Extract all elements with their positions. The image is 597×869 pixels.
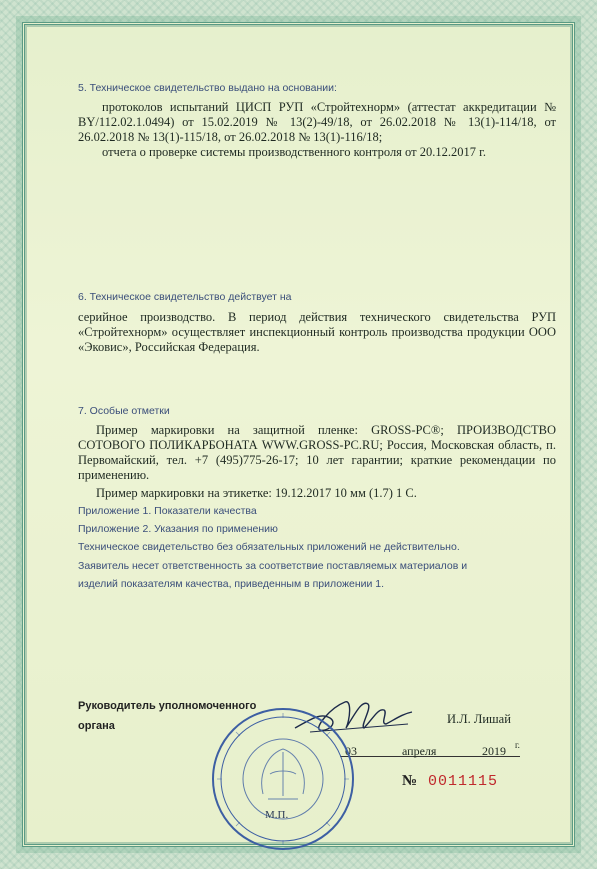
section7-para1: Пример маркировки на защитной пленке: GROSS-PC®; ПРОИЗВОДСТВО СОТОВОГО ПОЛИКАРБОНАТА WWW.GROSS-PC.RU; Россия, Московская область, п. Первомайский, тел. +7 (495)775-26-17; 10 лет гарантии; краткие рекомендации по применению. xyxy=(78,423,556,482)
section5-para2: отчета о проверке системы производственного контроля от 20.12.2017 г. xyxy=(102,145,486,159)
section5-para1: протоколов испытаний ЦИСП РУП «Стройтехнорм» (аттестат аккредитации № BY/112.02.1.0494) от 15.02.2019 № 13(2)-49/18, от 26.02.2018 № 13(1)-114/18, от 26.02.2018 № 13(1)-115/18, от 26.02.2018 № 13(1)-116/18; xyxy=(78,100,556,144)
signatory-role-line1: Руководитель уполномоченного xyxy=(78,700,257,712)
certificate-number: 0011115 xyxy=(428,773,499,790)
section7-para2: Пример маркировки на этикетке: 19.12.2017 10 мм (1.7) 1 С. xyxy=(96,486,417,500)
date-month: апреля xyxy=(402,744,437,758)
validity-note: Техническое свидетельство без обязательных приложений не действительно. xyxy=(78,541,460,553)
responsibility-note-2: изделий показателям качества, приведенным в приложении 1. xyxy=(78,578,385,590)
official-seal xyxy=(208,704,358,854)
date-year: 2019 xyxy=(482,744,506,758)
seal-initials: М.П. xyxy=(265,809,289,821)
appendix-1: Приложение 1. Показатели качества xyxy=(78,505,257,517)
appendix-2: Приложение 2. Указания по применению xyxy=(78,523,278,535)
certificate-number-label: № xyxy=(402,773,418,789)
section6-heading: 6. Техническое свидетельство действует на xyxy=(78,291,292,303)
date-year-suffix: г. xyxy=(515,740,520,750)
responsibility-note-1: Заявитель несет ответственность за соответствие поставляемых материалов и xyxy=(78,560,468,572)
section5-heading: 5. Техническое свидетельство выдано на основании: xyxy=(78,82,337,94)
signatory-name: И.Л. Лишай xyxy=(447,712,511,726)
section7-heading: 7. Особые отметки xyxy=(78,405,170,417)
signatory-role-line2: органа xyxy=(78,720,115,732)
date-day: 03 xyxy=(345,744,357,758)
section6-body: серийное производство. В период действия технического свидетельства РУП «Стройтехнорм» осуществляет инспекционный контроль производства продукции ООО «Эковис», Российская Федерация. xyxy=(78,310,556,354)
